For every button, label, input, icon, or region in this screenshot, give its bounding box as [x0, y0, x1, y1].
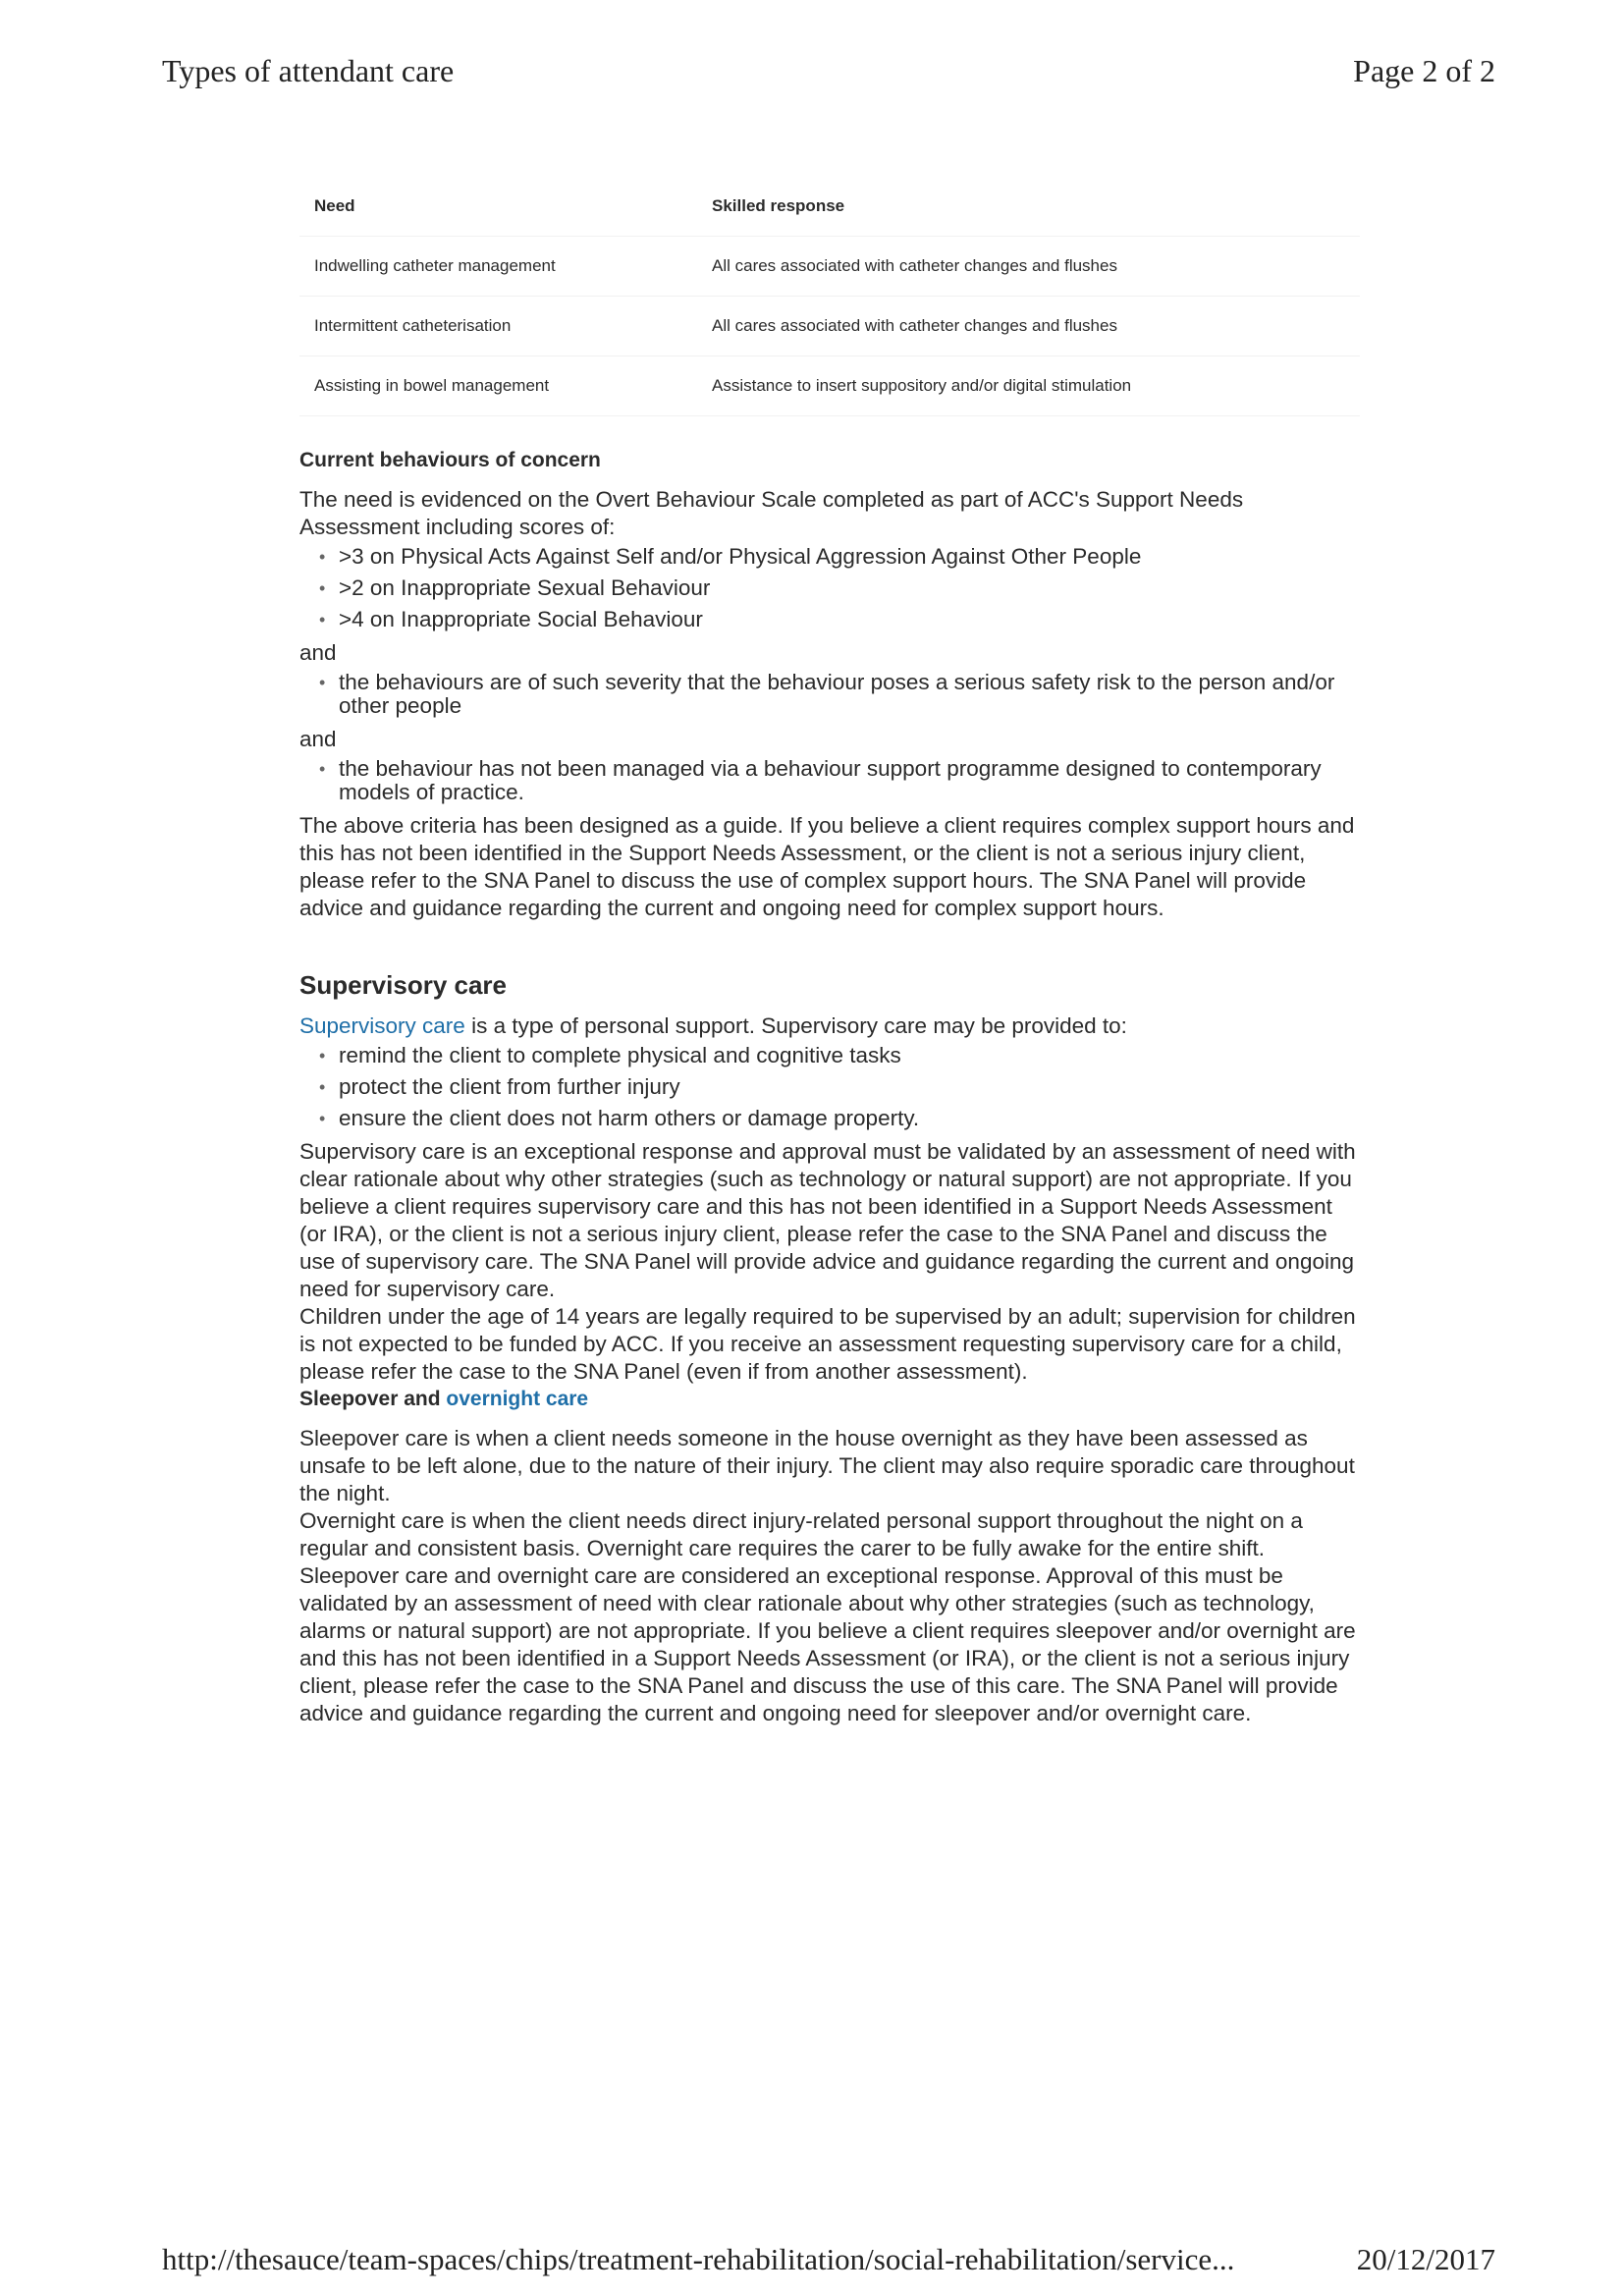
page-footer [162, 2242, 1495, 2277]
overnight-paragraph: Overnight care is when the client needs direct injury-related personal support throughout the night on a regular and consistent basis. Overnight care requires the carer to be fully awake for the entire shift. [299, 1508, 1303, 1560]
list-item: • >4 on Inappropriate Social Behaviour [319, 608, 1360, 631]
column-header-skilled-response: Skilled response [697, 177, 1360, 237]
page-number: Page 2 of 2 [1353, 53, 1495, 88]
list-item: • >3 on Physical Acts Against Self and/or Physical Aggression Against Other People [319, 545, 1360, 569]
table-row [299, 356, 1360, 416]
scores-list [319, 545, 1360, 631]
behaviours-intro: The need is evidenced on the Overt Behaviour Scale completed as part of ACC's Support Needs Assessment including scores of: [299, 487, 1244, 539]
page-header [162, 53, 1495, 89]
managed-list [319, 757, 1360, 804]
document-body [299, 447, 1360, 1727]
severity-list [319, 671, 1360, 718]
table-cell: Indwelling catheter management [299, 237, 697, 297]
behaviours-heading: Current behaviours of concern [299, 449, 601, 471]
table-row [299, 297, 1360, 356]
table-cell: Intermittent catheterisation [299, 297, 697, 356]
conjunction-and: and [299, 727, 337, 751]
list-item: • the behaviours are of such severity that the behaviour poses a serious safety risk to the person and/or other people [319, 671, 1360, 718]
document-title: Types of attendant care [162, 53, 455, 88]
supervisory-intro [299, 1012, 1360, 1040]
table-cell: Assisting in bowel management [299, 356, 697, 416]
sleepover-paragraph: Sleepover care is when a client needs someone in the house overnight as they have been assessed as unsafe to be left alone, due to the nature of their injury. The client may also require sporadic care throughout the night. [299, 1426, 1355, 1505]
table-cell: All cares associated with catheter changes and flushes [697, 237, 1360, 297]
sleepover-heading [299, 1386, 1360, 1413]
table-row [299, 237, 1360, 297]
needs-table [299, 177, 1360, 416]
exceptional-paragraph: Sleepover care and overnight care are considered an exceptional response. Approval of this must be validated by an assessment of need with clear rationale about why other strategies (such as technology, alarms or natural support) are not appropriate. If you believe a client requires sleepover and/or overnight are and this has not been identified in a Support Needs Assessment (or IRA), or the client is not a serious injury client, please refer the case to the SNA Panel and discuss the use of this care. The SNA Panel will provide advice and guidance regarding the current and ongoing need for sleepover and/or overnight care. [299, 1563, 1356, 1725]
supervisory-intro-text: is a type of personal support. Supervisory care may be provided to: [464, 1013, 1127, 1038]
table-header-row [299, 177, 1360, 237]
footer-date: 20/12/2017 [1356, 2242, 1495, 2276]
list-item: • ensure the client does not harm others or damage property. [319, 1107, 1360, 1130]
list-item: • protect the client from further injury [319, 1075, 1360, 1099]
table-cell: Assistance to insert suppository and/or digital stimulation [697, 356, 1360, 416]
list-item: • remind the client to complete physical and cognitive tasks [319, 1044, 1360, 1067]
children-paragraph: Children under the age of 14 years are legally required to be supervised by an adult; supervision for children is not expected to be funded by ACC. If you receive an assessment requesting supervisory care for a child, please refer the case to the SNA Panel (even if from another assessment). [299, 1304, 1356, 1384]
list-item: • >2 on Inappropriate Sexual Behaviour [319, 576, 1360, 600]
table-cell: All cares associated with catheter changes and flushes [697, 297, 1360, 356]
conjunction-and: and [299, 640, 337, 665]
column-header-need: Need [299, 177, 697, 237]
supervisory-care-heading: Supervisory care [299, 970, 508, 1000]
footer-url: http://thesauce/team-spaces/chips/treatment-rehabilitation/social-rehabilitation/service... [162, 2242, 1235, 2276]
supervisory-paragraph: Supervisory care is an exceptional response and approval must be validated by an assessment of need with clear rationale about why other strategies (such as technology or natural support) are not appropriate. If you believe a client requires supervisory care and this has not been identified in a Support Needs Assessment (or IRA), or the client is not a serious injury client, please refer the case to the SNA Panel and discuss the use of supervisory care. The SNA Panel will provide advice and guidance regarding the current and ongoing need for supervisory care. [299, 1139, 1356, 1301]
sleepover-heading-text: Sleepover and [299, 1388, 447, 1410]
supervisory-care-link[interactable]: Supervisory care [299, 1013, 465, 1038]
guide-paragraph: The above criteria has been designed as a guide. If you believe a client requires complex support hours and this has not been identified in the Support Needs Assessment, or the client is not a serious injury client, please refer to the SNA Panel to discuss the use of complex support hours. The SNA Panel will provide advice and guidance regarding the current and ongoing need for complex support hours. [299, 813, 1355, 920]
supervisory-list [319, 1044, 1360, 1130]
overnight-care-link[interactable]: overnight care [446, 1388, 589, 1410]
list-item: • the behaviour has not been managed via a behaviour support programme designed to contemporary models of practice. [319, 757, 1360, 804]
